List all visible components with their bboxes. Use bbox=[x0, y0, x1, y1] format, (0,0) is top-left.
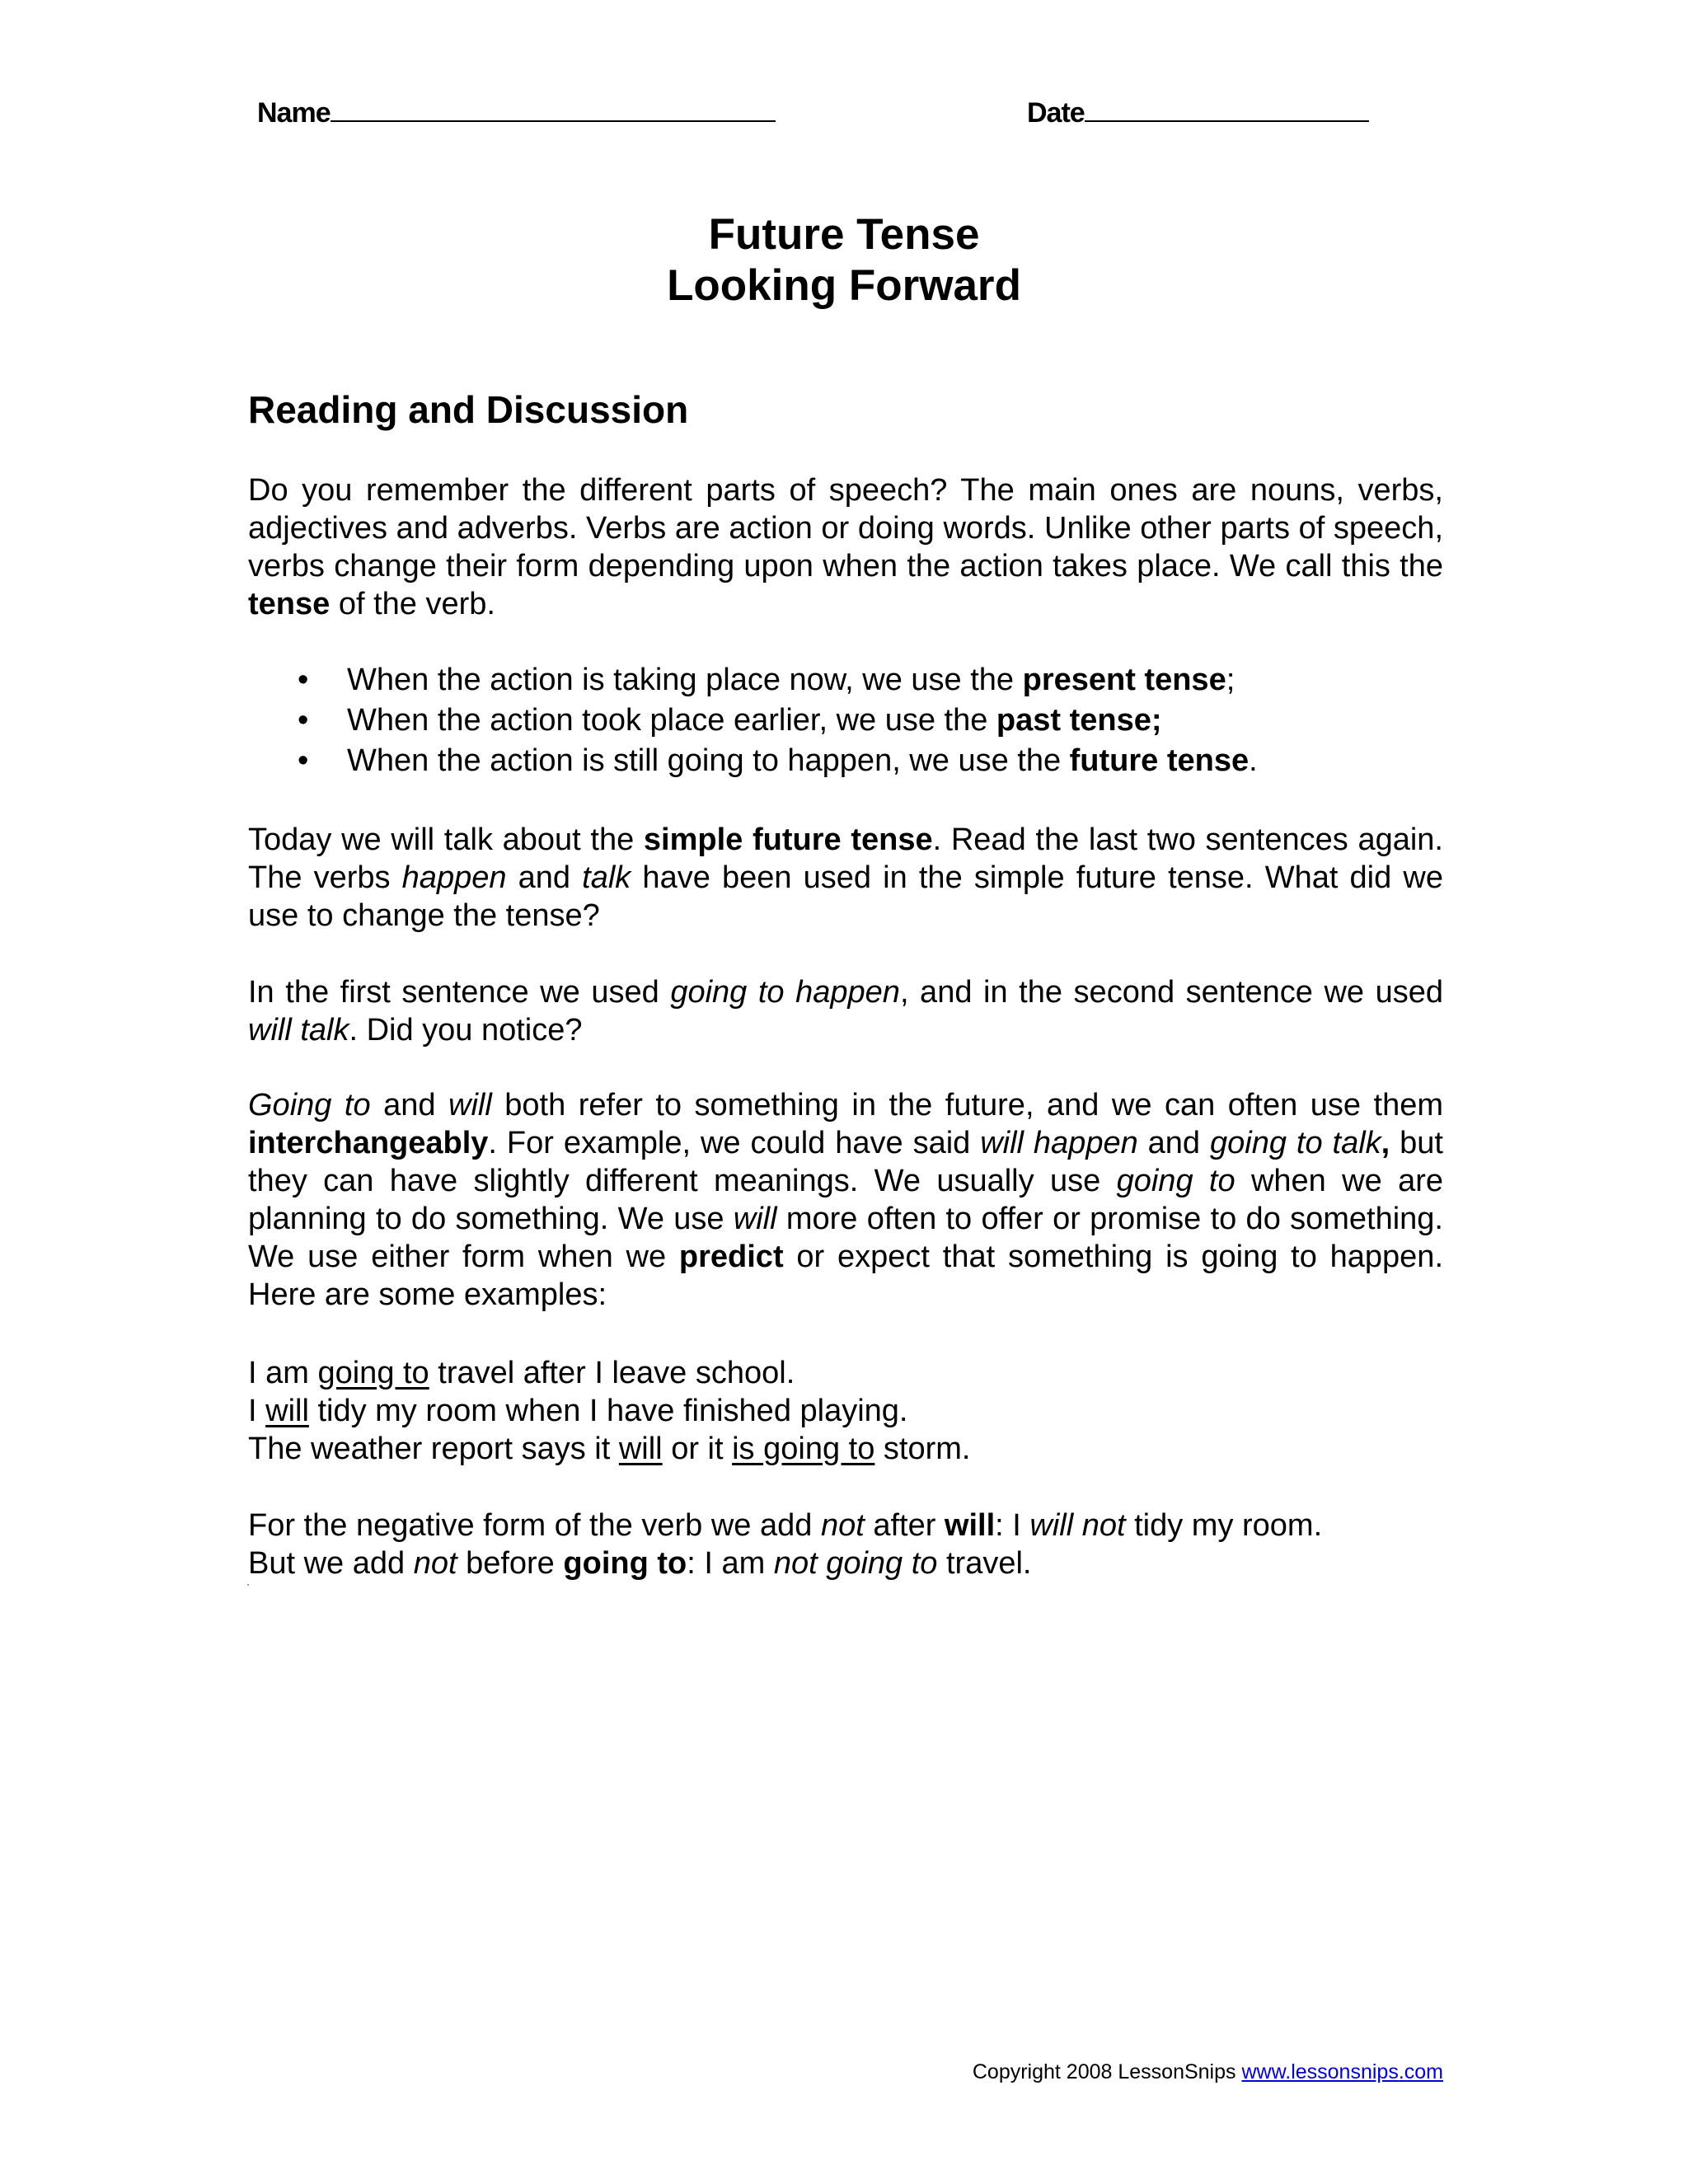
text-run: both refer to something in the future, and we can often use them bbox=[491, 1088, 1443, 1122]
text-run: storm. bbox=[874, 1432, 971, 1466]
going-to-will-paragraph bbox=[248, 1086, 1443, 1314]
text-run: travel. bbox=[937, 1546, 1032, 1581]
text-run: but they can have slightly different meanings. We usually use bbox=[248, 1126, 1443, 1198]
negative-sentence bbox=[248, 1544, 1443, 1582]
bold-term: simple future tense bbox=[643, 823, 933, 857]
underlined-term: will bbox=[618, 1432, 663, 1466]
example-sentence bbox=[248, 1430, 1443, 1468]
bold-term: , bbox=[1381, 1126, 1390, 1160]
page-title: Future Tense bbox=[708, 210, 980, 259]
negative-sentence bbox=[248, 1507, 1443, 1544]
text-run: In the first sentence we used bbox=[248, 975, 671, 1010]
section-heading: Reading and Discussion bbox=[248, 388, 689, 431]
text-run: When the action is taking place now, we use the bbox=[347, 663, 1023, 697]
negative-form-lines bbox=[248, 1507, 1443, 1582]
text-run: when we are planning to do something. We use bbox=[248, 1164, 1444, 1236]
text-run: Today we will talk about the bbox=[248, 823, 644, 857]
simple-future-paragraph bbox=[248, 821, 1443, 935]
list-item bbox=[248, 661, 1443, 699]
bold-term: past tense; bbox=[996, 703, 1162, 738]
name-blank-line bbox=[331, 97, 776, 122]
text-run: before bbox=[457, 1546, 564, 1581]
italic-term: not bbox=[413, 1546, 457, 1581]
italic-term: going to talk bbox=[1210, 1126, 1381, 1160]
underlined-term: is going to bbox=[732, 1432, 875, 1466]
name-label: Name bbox=[257, 97, 331, 129]
text-run: . Did you notice? bbox=[349, 1013, 583, 1047]
bullet-icon: • bbox=[298, 743, 309, 778]
underlined-term: will bbox=[265, 1394, 309, 1428]
text-run: and bbox=[370, 1088, 448, 1122]
text-run: , and in the second sentence we used bbox=[899, 975, 1443, 1010]
text-run: . Read the last two sentences again. The verbs bbox=[248, 823, 1443, 895]
bold-term: present tense bbox=[1022, 663, 1226, 697]
italic-term: going to bbox=[1116, 1164, 1236, 1198]
text-run: : I bbox=[995, 1508, 1030, 1543]
example-sentence bbox=[248, 1392, 1443, 1430]
scan-mark bbox=[247, 1584, 249, 1586]
italic-term: talk bbox=[582, 860, 631, 895]
text-run: of the verb. bbox=[330, 587, 495, 621]
date-field bbox=[1027, 97, 1369, 129]
text-run: . For example, we could have said bbox=[488, 1126, 981, 1160]
text-run: tidy my room. bbox=[1125, 1508, 1323, 1543]
italic-term: not bbox=[820, 1508, 865, 1543]
bold-term: interchangeably bbox=[248, 1126, 489, 1160]
text-run: more often to offer or promise to do something. We use either form when we bbox=[248, 1202, 1443, 1274]
text-run: When the action is still going to happen, we use the bbox=[347, 743, 1070, 778]
bullet-icon: • bbox=[298, 663, 309, 697]
lessonsnips-link[interactable]: www.lessonsnips.com bbox=[1241, 2060, 1443, 2083]
italic-term: going to happen bbox=[670, 975, 900, 1010]
copyright-footer bbox=[973, 2060, 1443, 2084]
text-run: travel after I leave school. bbox=[429, 1356, 795, 1390]
bold-term: tense bbox=[248, 587, 331, 621]
text-run: : I am bbox=[687, 1546, 774, 1581]
example-sentences bbox=[248, 1354, 1443, 1468]
bold-term: going to bbox=[563, 1546, 687, 1581]
example-sentence bbox=[248, 1354, 1443, 1392]
text-run: and bbox=[1137, 1126, 1210, 1160]
italic-term: will not bbox=[1029, 1508, 1126, 1543]
italic-term: will talk bbox=[248, 1013, 349, 1047]
list-item bbox=[248, 742, 1443, 780]
text-run: Do you remember the different parts of speech? The main ones are nouns, verbs, adjectives and adverbs. Verbs are action or doing words. Unlike other parts of speech, verbs change their form depending upon when the action takes place. We call this the bbox=[248, 473, 1443, 583]
bold-term: predict bbox=[678, 1240, 784, 1274]
italic-term: will bbox=[448, 1088, 492, 1122]
text-run: I am bbox=[248, 1356, 318, 1390]
italic-term: will bbox=[733, 1202, 777, 1236]
bold-term: future tense bbox=[1069, 743, 1250, 778]
text-run: . bbox=[1249, 743, 1258, 778]
copyright-text: Copyright 2008 LessonSnips bbox=[972, 2060, 1242, 2083]
text-run: But we add bbox=[248, 1546, 414, 1581]
text-run: ; bbox=[1226, 663, 1236, 697]
text-run: or expect that something is going to happen. Here are some examples: bbox=[248, 1240, 1443, 1312]
text-run: or it bbox=[662, 1432, 733, 1466]
text-run: For the negative form of the verb we add bbox=[248, 1508, 821, 1543]
intro-paragraph bbox=[248, 471, 1443, 623]
date-blank-line bbox=[1085, 97, 1369, 122]
name-field bbox=[257, 97, 776, 129]
text-run: after bbox=[864, 1508, 945, 1543]
date-label: Date bbox=[1027, 97, 1085, 129]
text-run: have been used in the simple future tense. What did we use to change the tense? bbox=[248, 860, 1443, 933]
italic-term: not going to bbox=[773, 1546, 938, 1581]
list-item bbox=[248, 701, 1443, 739]
text-run: The weather report says it bbox=[248, 1432, 619, 1466]
italic-term: happen bbox=[401, 860, 507, 895]
text-run: tidy my room when I have finished playing. bbox=[308, 1394, 908, 1428]
page-subtitle: Looking Forward bbox=[667, 261, 1021, 310]
italic-term: Going to bbox=[248, 1088, 371, 1122]
text-run: I bbox=[248, 1394, 266, 1428]
first-sentence-paragraph bbox=[248, 973, 1443, 1049]
bullet-icon: • bbox=[298, 703, 309, 738]
underlined-term: going to bbox=[317, 1356, 429, 1390]
bold-term: will bbox=[944, 1508, 996, 1543]
italic-term: will happen bbox=[980, 1126, 1138, 1160]
text-run: When the action took place earlier, we use the bbox=[347, 703, 996, 738]
text-run: and bbox=[506, 860, 583, 895]
tense-bullet-list bbox=[248, 661, 1443, 782]
